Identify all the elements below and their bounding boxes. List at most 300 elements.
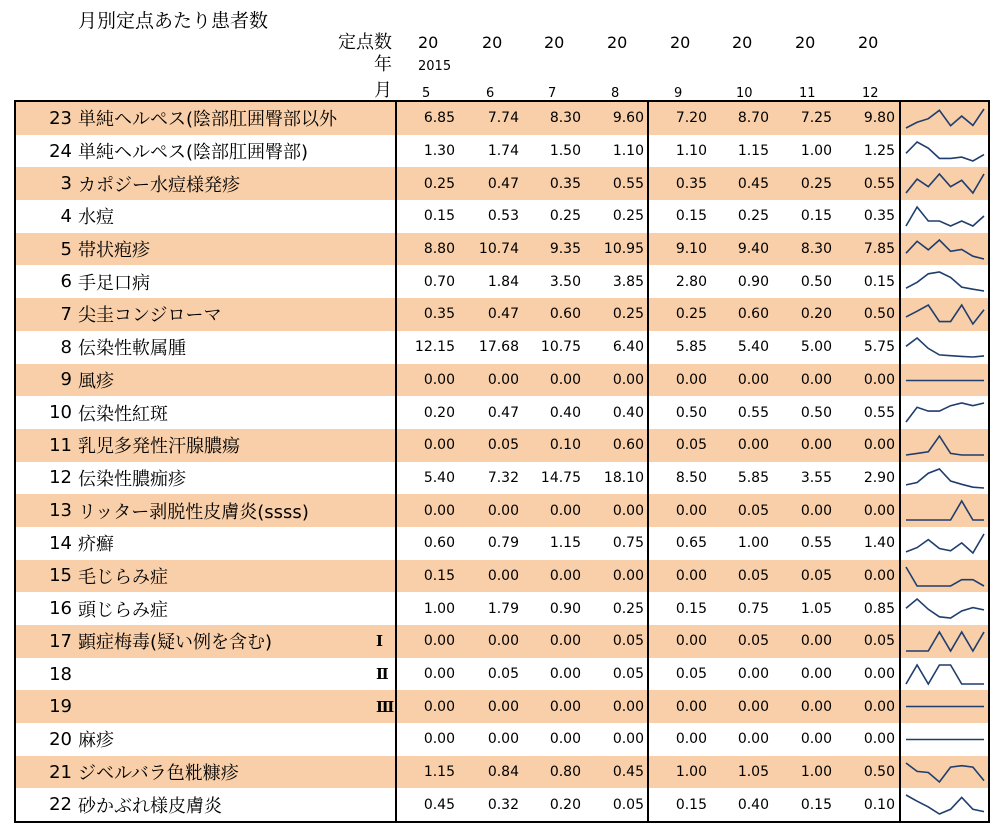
value-cell: 0.85 (863, 600, 895, 617)
table-row (16, 135, 988, 168)
disease-name: 帯状疱疹 (78, 240, 150, 262)
header-sentinel-value: 20 (418, 33, 439, 52)
disease-name: 風疹 (78, 370, 114, 392)
value-cell: 0.25 (737, 208, 769, 225)
sparkline-path (906, 240, 984, 259)
trend-sparkline (904, 269, 986, 294)
value-cell: 0.25 (675, 306, 707, 323)
value-cell: 0.00 (487, 371, 519, 388)
value-cell: 0.35 (675, 175, 707, 192)
row-number: 23 (49, 107, 72, 129)
header-sentinel-value: 20 (607, 33, 628, 52)
value-cell: 1.00 (423, 600, 455, 617)
value-cell: 17.68 (478, 339, 519, 356)
value-cell: 2.90 (863, 469, 895, 486)
value-cell: 0.05 (675, 437, 707, 454)
row-number: 16 (49, 598, 72, 620)
row-number: 18 (49, 663, 72, 685)
disease-name: 伝染性膿痂疹 (78, 468, 186, 490)
value-cell: 0.00 (612, 371, 644, 388)
value-cell: 1.50 (549, 143, 581, 160)
row-number: 7 (60, 303, 72, 325)
trend-sparkline (904, 760, 986, 785)
value-cell: 0.00 (675, 731, 707, 748)
value-cell: 0.80 (549, 764, 581, 781)
value-cell: 0.00 (487, 502, 519, 519)
syphilis-stage: Ⅱ (376, 665, 389, 684)
value-cell: 0.15 (675, 796, 707, 813)
table-row (16, 233, 988, 266)
disease-name: 単純ヘルペス(陰部肛囲臀部) (78, 142, 309, 164)
value-cell: 0.25 (800, 175, 832, 192)
table-row (16, 396, 988, 429)
row-number: 3 (60, 173, 72, 195)
value-cell: 5.00 (800, 339, 832, 356)
trend-sparkline (904, 792, 986, 817)
value-cell: 0.20 (800, 306, 832, 323)
disease-name: 伝染性軟属腫 (78, 338, 186, 360)
data-table (14, 100, 990, 823)
value-cell: 9.35 (549, 241, 581, 258)
value-cell: 7.25 (800, 110, 832, 127)
sparkline-path (906, 305, 984, 324)
value-cell: 0.00 (612, 698, 644, 715)
value-cell: 5.85 (675, 339, 707, 356)
value-cell: 0.00 (800, 633, 832, 650)
trend-sparkline (904, 335, 986, 360)
sparkline-path (906, 207, 984, 226)
header-month-value: 9 (674, 86, 683, 101)
value-cell: 0.65 (675, 535, 707, 552)
sparkline-path (906, 436, 984, 455)
header-year-value: 2015 (418, 59, 452, 74)
value-cell: 0.05 (863, 633, 895, 650)
header-month-value: 11 (799, 86, 816, 101)
value-cell: 0.47 (487, 306, 519, 323)
header-month-value: 7 (548, 86, 557, 101)
disease-name: 乳児多発性汗腺膿瘍 (78, 436, 240, 458)
value-cell: 1.40 (863, 535, 895, 552)
sparkline-path (906, 567, 984, 586)
syphilis-stage: Ⅲ (376, 697, 395, 716)
value-cell: 0.32 (487, 796, 519, 813)
sparkline-path (906, 763, 984, 782)
value-cell: 9.10 (675, 241, 707, 258)
value-cell: 0.55 (737, 404, 769, 421)
sparkline-path (906, 665, 984, 684)
trend-sparkline (904, 564, 986, 589)
table-row (16, 167, 988, 200)
header-month-value: 6 (486, 86, 495, 101)
disease-name: 頭じらみ症 (78, 599, 168, 621)
value-cell: 0.00 (737, 698, 769, 715)
value-cell: 6.85 (423, 110, 455, 127)
value-cell: 0.25 (612, 306, 644, 323)
value-cell: 0.20 (549, 796, 581, 813)
value-cell: 5.40 (423, 469, 455, 486)
value-cell: 0.00 (423, 502, 455, 519)
value-cell: 0.00 (737, 666, 769, 683)
value-cell: 0.10 (863, 796, 895, 813)
disease-name: ジベルバラ色粃糠疹 (78, 763, 239, 785)
sparkline-path (906, 599, 984, 618)
sparkline-path (906, 109, 984, 128)
value-cell: 8.70 (737, 110, 769, 127)
value-cell: 9.60 (612, 110, 644, 127)
value-cell: 0.00 (863, 502, 895, 519)
value-cell: 0.45 (612, 764, 644, 781)
value-cell: 0.00 (612, 567, 644, 584)
value-cell: 0.35 (549, 175, 581, 192)
value-cell: 0.00 (423, 698, 455, 715)
value-cell: 0.00 (737, 437, 769, 454)
value-cell: 0.00 (423, 666, 455, 683)
sparkline-path (906, 338, 984, 357)
value-cell: 0.00 (800, 698, 832, 715)
value-cell: 0.00 (800, 437, 832, 454)
row-number: 8 (60, 336, 72, 358)
disease-name: 疥癬 (78, 534, 114, 556)
table-row (16, 102, 988, 135)
value-cell: 0.50 (863, 306, 895, 323)
table-row (16, 200, 988, 233)
value-cell: 0.05 (800, 567, 832, 584)
value-cell: 0.40 (549, 404, 581, 421)
value-cell: 0.00 (487, 698, 519, 715)
value-cell: 0.55 (863, 404, 895, 421)
row-number: 21 (49, 761, 72, 783)
value-cell: 0.55 (612, 175, 644, 192)
value-cell: 0.00 (675, 633, 707, 650)
value-cell: 5.75 (863, 339, 895, 356)
value-cell: 14.75 (540, 469, 581, 486)
value-cell: 9.80 (863, 110, 895, 127)
header-label-month: 月 (374, 80, 392, 101)
value-cell: 8.30 (800, 241, 832, 258)
trend-sparkline (904, 433, 986, 458)
trend-sparkline (904, 106, 986, 131)
row-number: 15 (49, 565, 72, 587)
value-cell: 0.00 (863, 567, 895, 584)
row-number: 24 (49, 140, 72, 162)
value-cell: 0.25 (612, 600, 644, 617)
value-cell: 0.60 (737, 306, 769, 323)
disease-name: 麻疹 (78, 730, 114, 752)
value-cell: 1.00 (675, 764, 707, 781)
value-cell: 0.15 (800, 796, 832, 813)
sparkline-path (906, 534, 984, 553)
disease-name: 手足口病 (78, 272, 150, 294)
value-cell: 0.75 (737, 600, 769, 617)
disease-name: 顕症梅毒(疑い例を含む) (78, 632, 273, 654)
row-number: 13 (49, 500, 72, 522)
value-cell: 8.50 (675, 469, 707, 486)
page-title: 月別定点あたり患者数 (78, 10, 269, 32)
disease-name: 尖圭コンジローマ (78, 305, 222, 327)
value-cell: 0.00 (675, 502, 707, 519)
value-cell: 0.55 (800, 535, 832, 552)
header-month-value: 5 (422, 86, 431, 101)
value-cell: 0.00 (423, 437, 455, 454)
value-cell: 0.10 (549, 437, 581, 454)
value-cell: 0.15 (423, 567, 455, 584)
row-number: 22 (49, 794, 72, 816)
column-divider (395, 102, 397, 821)
trend-sparkline (904, 694, 986, 719)
row-number: 17 (49, 630, 72, 652)
value-cell: 0.05 (737, 567, 769, 584)
value-cell: 0.00 (675, 567, 707, 584)
value-cell: 1.10 (675, 143, 707, 160)
header-month-value: 10 (736, 86, 753, 101)
disease-name: 砂かぶれ様皮膚炎 (78, 795, 222, 817)
value-cell: 0.05 (737, 502, 769, 519)
value-cell: 0.00 (612, 731, 644, 748)
trend-sparkline (904, 139, 986, 164)
table-row (16, 756, 988, 789)
value-cell: 0.25 (612, 208, 644, 225)
disease-name: リッター剥脱性皮膚炎(ssss) (78, 501, 309, 523)
value-cell: 0.53 (487, 208, 519, 225)
value-cell: 1.05 (737, 764, 769, 781)
row-number: 14 (49, 532, 72, 554)
value-cell: 10.75 (540, 339, 581, 356)
value-cell: 0.47 (487, 175, 519, 192)
value-cell: 12.15 (414, 339, 455, 356)
table-row (16, 494, 988, 527)
trend-sparkline (904, 727, 986, 752)
value-cell: 5.40 (737, 339, 769, 356)
column-divider (899, 102, 901, 821)
value-cell: 0.00 (549, 633, 581, 650)
value-cell: 0.84 (487, 764, 519, 781)
value-cell: 0.45 (423, 796, 455, 813)
header-sentinel-value: 20 (795, 33, 816, 52)
trend-sparkline (904, 531, 986, 556)
value-cell: 0.15 (675, 600, 707, 617)
disease-name (78, 690, 396, 723)
value-cell: 0.45 (737, 175, 769, 192)
disease-name: 伝染性紅斑 (78, 403, 168, 425)
value-cell: 0.00 (549, 371, 581, 388)
value-cell: 0.00 (549, 666, 581, 683)
disease-name: カポジー水痘様発疹 (78, 174, 240, 196)
value-cell: 0.55 (863, 175, 895, 192)
table-row (16, 690, 988, 723)
value-cell: 0.00 (800, 731, 832, 748)
value-cell: 0.60 (612, 437, 644, 454)
row-number: 6 (60, 271, 72, 293)
value-cell: 0.90 (737, 273, 769, 290)
row-number: 19 (49, 696, 72, 718)
value-cell: 0.05 (487, 666, 519, 683)
value-cell: 1.05 (800, 600, 832, 617)
value-cell: 0.40 (737, 796, 769, 813)
table-row (16, 658, 988, 691)
value-cell: 3.50 (549, 273, 581, 290)
value-cell: 9.40 (737, 241, 769, 258)
sparkline-path (906, 632, 984, 651)
value-cell: 0.60 (549, 306, 581, 323)
table-row (16, 592, 988, 625)
trend-sparkline (904, 400, 986, 425)
header-label-sentinel: 定点数 (338, 32, 392, 53)
value-cell: 0.05 (487, 437, 519, 454)
value-cell: 0.00 (800, 371, 832, 388)
value-cell: 0.00 (863, 731, 895, 748)
value-cell: 1.15 (549, 535, 581, 552)
value-cell: 0.00 (863, 698, 895, 715)
table-row (16, 364, 988, 397)
disease-name: 単純ヘルペス(陰部肛囲臀部以外 (78, 109, 338, 131)
table-row (16, 788, 988, 821)
disease-name: 毛じらみ症 (78, 566, 168, 588)
row-number: 9 (60, 369, 72, 391)
value-cell: 0.00 (737, 371, 769, 388)
disease-name: 水痘 (78, 207, 114, 229)
table-row (16, 265, 988, 298)
row-number: 4 (60, 205, 72, 227)
value-cell: 0.15 (800, 208, 832, 225)
value-cell: 1.00 (800, 143, 832, 160)
value-cell: 8.30 (549, 110, 581, 127)
value-cell: 1.30 (423, 143, 455, 160)
value-cell: 18.10 (603, 469, 644, 486)
value-cell: 8.80 (423, 241, 455, 258)
value-cell: 0.79 (487, 535, 519, 552)
value-cell: 3.85 (612, 273, 644, 290)
value-cell: 0.00 (737, 731, 769, 748)
value-cell: 2.80 (675, 273, 707, 290)
trend-sparkline (904, 204, 986, 229)
value-cell: 1.79 (487, 600, 519, 617)
value-cell: 0.50 (800, 404, 832, 421)
value-cell: 0.00 (549, 502, 581, 519)
header-sentinel-value: 20 (544, 33, 565, 52)
value-cell: 0.05 (612, 633, 644, 650)
table-row (16, 429, 988, 462)
sparkline-path (906, 403, 984, 422)
trend-sparkline (904, 466, 986, 491)
syphilis-stage: Ⅰ (376, 632, 384, 651)
value-cell: 0.00 (863, 666, 895, 683)
value-cell: 7.85 (863, 241, 895, 258)
value-cell: 0.00 (423, 731, 455, 748)
value-cell: 1.84 (487, 273, 519, 290)
value-cell: 0.00 (549, 731, 581, 748)
value-cell: 5.85 (737, 469, 769, 486)
value-cell: 0.20 (423, 404, 455, 421)
value-cell: 1.15 (423, 764, 455, 781)
sparkline-path (906, 272, 984, 291)
table-row (16, 527, 988, 560)
trend-sparkline (904, 171, 986, 196)
sparkline-path (906, 501, 984, 520)
value-cell: 1.10 (612, 143, 644, 160)
value-cell: 0.50 (675, 404, 707, 421)
value-cell: 0.00 (487, 633, 519, 650)
row-number: 5 (60, 238, 72, 260)
value-cell: 0.00 (863, 437, 895, 454)
value-cell: 0.60 (423, 535, 455, 552)
value-cell: 0.15 (863, 273, 895, 290)
value-cell: 0.05 (612, 666, 644, 683)
table-row (16, 462, 988, 495)
row-number: 11 (49, 434, 72, 456)
trend-sparkline (904, 237, 986, 262)
sparkline-path (906, 174, 984, 193)
value-cell: 0.40 (612, 404, 644, 421)
sparkline-path (906, 469, 984, 488)
value-cell: 0.70 (423, 273, 455, 290)
value-cell: 7.32 (487, 469, 519, 486)
value-cell: 0.00 (612, 502, 644, 519)
value-cell: 0.05 (675, 666, 707, 683)
value-cell: 0.00 (487, 567, 519, 584)
table-row (16, 560, 988, 593)
value-cell: 0.50 (800, 273, 832, 290)
row-number: 12 (49, 467, 72, 489)
header-sentinel-value: 20 (732, 33, 753, 52)
header-sentinel-value: 20 (858, 33, 879, 52)
value-cell: 0.00 (423, 633, 455, 650)
value-cell: 10.95 (603, 241, 644, 258)
row-number: 20 (49, 728, 72, 750)
row-number: 10 (49, 402, 72, 424)
table-row (16, 625, 988, 658)
value-cell: 0.50 (863, 764, 895, 781)
value-cell: 10.74 (478, 241, 519, 258)
table-row (16, 298, 988, 331)
value-cell: 7.20 (675, 110, 707, 127)
header-month-value: 12 (862, 86, 879, 101)
value-cell: 0.00 (423, 371, 455, 388)
value-cell: 0.00 (675, 698, 707, 715)
sparkline-path (906, 795, 984, 814)
value-cell: 0.15 (423, 208, 455, 225)
value-cell: 0.25 (423, 175, 455, 192)
sparkline-path (906, 142, 984, 161)
header-sentinel-value: 20 (482, 33, 503, 52)
table-row (16, 331, 988, 364)
value-cell: 0.00 (675, 371, 707, 388)
value-cell: 7.74 (487, 110, 519, 127)
value-cell: 0.15 (675, 208, 707, 225)
value-cell: 1.15 (737, 143, 769, 160)
column-divider (647, 102, 649, 821)
value-cell: 0.00 (863, 371, 895, 388)
value-cell: 0.00 (800, 502, 832, 519)
value-cell: 0.00 (800, 666, 832, 683)
value-cell: 0.05 (612, 796, 644, 813)
header-sentinel-value: 20 (670, 33, 691, 52)
trend-sparkline (904, 498, 986, 523)
trend-sparkline (904, 662, 986, 687)
trend-sparkline (904, 368, 986, 393)
value-cell: 0.25 (549, 208, 581, 225)
value-cell: 0.90 (549, 600, 581, 617)
value-cell: 1.25 (863, 143, 895, 160)
value-cell: 0.35 (423, 306, 455, 323)
value-cell: 0.47 (487, 404, 519, 421)
value-cell: 0.05 (737, 633, 769, 650)
value-cell: 3.55 (800, 469, 832, 486)
header-label-year: 年 (374, 54, 392, 75)
trend-sparkline (904, 596, 986, 621)
trend-sparkline (904, 629, 986, 654)
disease-name (78, 658, 396, 691)
value-cell: 0.00 (487, 731, 519, 748)
